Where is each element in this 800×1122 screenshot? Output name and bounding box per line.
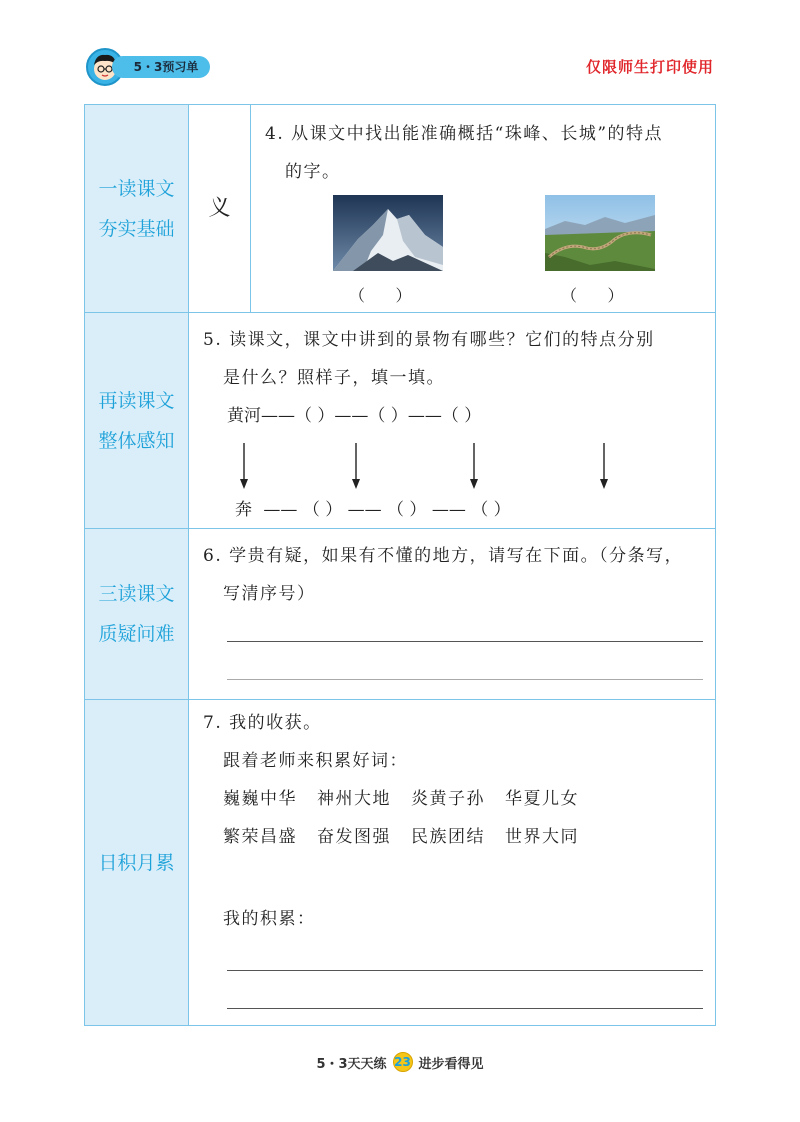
section-label-line1: 再读课文 xyxy=(98,389,175,412)
section-label xyxy=(85,313,189,528)
down-arrow-icon xyxy=(351,443,361,489)
word-item: 神州大地 xyxy=(317,789,391,809)
flow-bottom-blank-3[interactable]: （ ） xyxy=(471,500,511,520)
section-label xyxy=(85,105,189,312)
side-char: 义 xyxy=(189,105,251,312)
page-number: 23 xyxy=(393,1052,413,1072)
page-footer xyxy=(0,1052,800,1072)
question-5-line1: 5. 读课文，课文中讲到的景物有哪些？它们的特点分别 xyxy=(203,330,655,350)
down-arrow-icon xyxy=(469,443,479,489)
section-label-line1: 三读课文 xyxy=(98,583,175,605)
answer-line[interactable] xyxy=(227,970,703,971)
section-label-line2: 质疑问难 xyxy=(98,623,175,645)
section-label-line1: 日积月累 xyxy=(98,851,175,874)
flow-dash: —— xyxy=(263,500,298,520)
words-row-1 xyxy=(203,780,701,818)
section-accumulate xyxy=(85,700,715,1025)
word-item: 炎黄子孙 xyxy=(411,789,485,809)
section-read-1 xyxy=(85,105,715,313)
section-read-2 xyxy=(85,313,715,529)
word-item: 繁荣昌盛 xyxy=(223,827,297,847)
flow-blank-1[interactable]: （ ） xyxy=(295,406,335,426)
question-5-line2: 是什么？照样子，填一填。 xyxy=(223,368,445,388)
flow-dash: —— xyxy=(407,406,442,426)
down-arrow-icon xyxy=(599,443,609,489)
print-notice: 仅限师生打印使用 xyxy=(585,58,714,76)
flow-blank-2[interactable]: （ ） xyxy=(368,406,408,426)
flow-start: 黄河 xyxy=(227,406,261,426)
flow-dash: —— xyxy=(334,406,369,426)
flow-dash: —— xyxy=(261,406,295,426)
flow-bottom-start: 奔 xyxy=(235,500,252,520)
everest-answer-blank[interactable]: （ ） xyxy=(349,286,412,305)
section-label xyxy=(85,700,189,1025)
section-label-line2: 整体感知 xyxy=(98,429,175,452)
header-badge xyxy=(86,48,212,86)
word-item: 奋发图强 xyxy=(317,827,391,847)
question-7 xyxy=(203,704,701,856)
section-content xyxy=(189,105,715,312)
section-content xyxy=(189,313,715,528)
footer-left: 5・3天天练 xyxy=(316,1056,387,1072)
flow-top-row xyxy=(227,397,481,435)
great-wall-image xyxy=(545,195,655,271)
answer-line[interactable] xyxy=(227,1008,703,1009)
footer-right: 进步看得见 xyxy=(418,1056,484,1072)
question-4 xyxy=(265,115,701,191)
question-4-line1: 4. 从课文中找出能准确概括“珠峰、长城”的特点 xyxy=(265,124,664,144)
section-read-3 xyxy=(85,529,715,700)
flow-bottom-row xyxy=(235,491,511,529)
section-label-line2: 夯实基础 xyxy=(98,217,175,240)
flow-bottom-blank-2[interactable]: （ ） xyxy=(387,500,427,520)
section-content xyxy=(189,700,715,1025)
answer-line[interactable] xyxy=(227,641,703,642)
question-6-line1: 6. 学贵有疑，如果有不懂的地方，请写在下面。（分条写， xyxy=(203,546,684,566)
answer-line[interactable] xyxy=(227,679,703,680)
question-4-line2: 的字。 xyxy=(285,162,341,182)
word-item: 巍巍中华 xyxy=(223,789,297,809)
badge-label: 5・3预习单 xyxy=(112,56,210,78)
question-7-line1: 7. 我的收获。 xyxy=(203,713,322,733)
flow-blank-3[interactable]: （ ） xyxy=(441,406,482,426)
section-content xyxy=(189,529,715,699)
flow-bottom-blank-1[interactable]: （ ） xyxy=(302,500,343,520)
my-collection-label: 我的积累： xyxy=(223,909,316,929)
flow-dash: —— xyxy=(431,500,466,520)
question-6 xyxy=(203,537,701,613)
flow-dash: —— xyxy=(347,500,382,520)
down-arrow-icon xyxy=(239,443,249,489)
word-item: 民族团结 xyxy=(411,827,485,847)
question-5 xyxy=(203,321,701,397)
everest-image xyxy=(333,195,443,271)
words-row-2 xyxy=(203,818,701,856)
worksheet-table xyxy=(84,104,716,1026)
section-label-line1: 一读课文 xyxy=(98,177,175,200)
question-6-line2: 写清序号） xyxy=(223,584,316,604)
section-label xyxy=(85,529,189,699)
word-item: 华夏儿女 xyxy=(505,789,579,809)
great-wall-answer-blank[interactable]: （ ） xyxy=(561,286,624,305)
sub-heading: 跟着老师来积累好词： xyxy=(223,751,408,771)
word-item: 世界大同 xyxy=(505,827,579,847)
